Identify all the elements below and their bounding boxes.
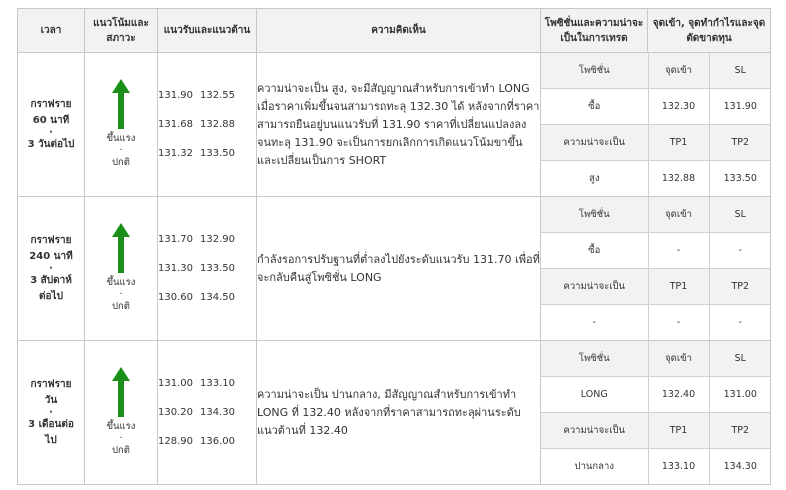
opinion-text: ความน่าจะเป็น ปานกลาง, มีสัญญาณสำหรับการเข้าทำ LONG ที่ 132.40 หลังจากที่ราคาสามารถทะลุผ่านระดับแนวต้านที่ 132.40 bbox=[257, 387, 521, 437]
grid-row bbox=[541, 305, 771, 341]
grid-cell: - bbox=[648, 305, 709, 341]
grid-cell: 132.88 bbox=[648, 161, 709, 197]
grid-cell: โพซิชั่น bbox=[541, 53, 648, 89]
timeframe-line: กราฟราย bbox=[30, 234, 72, 246]
position-grid-cell bbox=[541, 197, 771, 341]
support-value: 131.00 bbox=[158, 378, 193, 389]
grid-cell: - bbox=[541, 305, 648, 341]
grid-cell: LONG bbox=[541, 377, 648, 413]
grid-row bbox=[541, 377, 771, 413]
resistance-value: 132.88 bbox=[200, 119, 235, 130]
support-value: 130.60 bbox=[158, 292, 193, 303]
grid-cell: TP2 bbox=[709, 269, 771, 305]
header-trend bbox=[85, 9, 158, 53]
opinion-cell bbox=[257, 197, 541, 341]
grid-cell: TP1 bbox=[648, 269, 709, 305]
resistance-value: 136.00 bbox=[200, 436, 235, 447]
support-value: 131.70 bbox=[158, 234, 193, 245]
timeframe-line: 60 นาที bbox=[32, 114, 70, 126]
timeframe-line: 3 เดือนต่อ bbox=[28, 418, 74, 430]
separator-dot: · bbox=[119, 432, 123, 444]
grid-cell: จุดเข้า bbox=[648, 53, 709, 89]
levels-cell bbox=[158, 341, 257, 485]
grid-cell: สูง bbox=[541, 161, 648, 197]
separator-dot: · bbox=[119, 144, 123, 156]
resistance-value: 133.10 bbox=[200, 378, 235, 389]
timeframe-line: 3 วันต่อไป bbox=[27, 138, 75, 150]
separator-dot: · bbox=[49, 126, 53, 138]
grid-row bbox=[541, 161, 771, 197]
grid-cell: 132.40 bbox=[648, 377, 709, 413]
table-row bbox=[18, 341, 771, 485]
grid-row bbox=[541, 269, 771, 305]
resistance-value: 132.55 bbox=[200, 90, 235, 101]
trend-label: ขึ้นแรง bbox=[106, 132, 136, 144]
trend-state: ปกติ bbox=[112, 156, 130, 168]
support-value: 131.32 bbox=[158, 148, 193, 159]
position-grid bbox=[541, 197, 771, 340]
grid-cell: TP1 bbox=[648, 125, 709, 161]
level-pair bbox=[158, 369, 256, 398]
up-arrow-icon bbox=[112, 223, 130, 273]
grid-cell: โพซิชั่น bbox=[541, 197, 648, 233]
support-value: 128.90 bbox=[158, 436, 193, 447]
trend-state: ปกติ bbox=[112, 300, 130, 312]
trend-cell bbox=[85, 341, 158, 485]
grid-row bbox=[541, 341, 771, 377]
header-time bbox=[18, 9, 85, 53]
timeframe-line: 240 นาที bbox=[29, 250, 73, 262]
level-pair bbox=[158, 81, 256, 110]
grid-row bbox=[541, 125, 771, 161]
grid-cell: 133.10 bbox=[648, 449, 709, 485]
level-pair bbox=[158, 254, 256, 283]
table-row bbox=[18, 53, 771, 197]
grid-cell: - bbox=[648, 233, 709, 269]
trend-state: ปกติ bbox=[112, 444, 130, 456]
timeframe-cell bbox=[18, 341, 85, 485]
up-arrow-icon bbox=[112, 79, 130, 129]
grid-cell: SL bbox=[709, 53, 771, 89]
resistance-value: 132.90 bbox=[200, 234, 235, 245]
analysis-table bbox=[17, 8, 771, 485]
support-value: 131.30 bbox=[158, 263, 193, 274]
grid-cell: 134.30 bbox=[723, 461, 757, 472]
grid-cell: SL bbox=[709, 197, 771, 233]
grid-row bbox=[541, 233, 771, 269]
grid-cell: 131.00 bbox=[709, 377, 771, 413]
timeframe-line: กราฟราย bbox=[30, 98, 72, 110]
level-pair bbox=[158, 283, 256, 312]
opinion-cell bbox=[257, 341, 541, 485]
table-row bbox=[18, 197, 771, 341]
timeframe-line: 3 สัปดาห์ bbox=[30, 274, 72, 286]
header-entry bbox=[648, 9, 771, 53]
timeframe-cell bbox=[18, 197, 85, 341]
trend-cell bbox=[85, 53, 158, 197]
timeframe-cell bbox=[18, 53, 85, 197]
timeframe-line: ต่อไป bbox=[39, 290, 63, 302]
grid-cell: ปานกลาง bbox=[541, 449, 648, 485]
separator-dot: · bbox=[119, 288, 123, 300]
grid-cell: ซื้อ bbox=[541, 89, 648, 125]
level-pair bbox=[158, 110, 256, 139]
support-value: 131.68 bbox=[158, 119, 193, 130]
timeframe-line: กราฟราย bbox=[30, 378, 72, 390]
grid-row bbox=[541, 413, 771, 449]
resistance-value: 134.50 bbox=[200, 292, 235, 303]
position-grid bbox=[541, 341, 771, 484]
support-value: 130.20 bbox=[158, 407, 193, 418]
grid-cell: จุดเข้า bbox=[648, 341, 709, 377]
separator-dot: · bbox=[49, 262, 53, 274]
opinion-cell bbox=[257, 53, 541, 197]
levels-cell bbox=[158, 53, 257, 197]
header-position bbox=[541, 9, 648, 53]
grid-row bbox=[541, 89, 771, 125]
level-pair bbox=[158, 398, 256, 427]
header-levels-label: แนวรับและแนวต้าน bbox=[163, 25, 251, 36]
trend-label: ขึ้นแรง bbox=[106, 276, 136, 288]
grid-cell: TP1 bbox=[648, 413, 709, 449]
grid-cell: TP2 bbox=[709, 413, 771, 449]
timeframe-line: วัน bbox=[44, 394, 58, 406]
header-opinion bbox=[257, 9, 541, 53]
level-pair bbox=[158, 427, 256, 456]
trend-label: ขึ้นแรง bbox=[106, 420, 136, 432]
support-value: 131.90 bbox=[158, 90, 193, 101]
grid-cell: 132.30 bbox=[648, 89, 709, 125]
grid-cell: จุดเข้า bbox=[648, 197, 709, 233]
grid-cell: ความน่าจะเป็น bbox=[541, 413, 648, 449]
position-grid-cell bbox=[541, 341, 771, 485]
grid-cell: SL bbox=[709, 341, 771, 377]
trend-cell bbox=[85, 197, 158, 341]
header-levels bbox=[158, 9, 257, 53]
up-arrow-icon bbox=[112, 367, 130, 417]
header-trend-label: แนวโน้มและสภาวะ bbox=[93, 17, 149, 44]
grid-cell: 133.50 bbox=[723, 173, 757, 184]
grid-cell: ซื้อ bbox=[541, 233, 648, 269]
level-pair bbox=[158, 225, 256, 254]
header-time-label: เวลา bbox=[40, 25, 62, 36]
grid-cell: ความน่าจะเป็น bbox=[541, 125, 648, 161]
resistance-value: 134.30 bbox=[200, 407, 235, 418]
grid-row bbox=[541, 53, 771, 89]
resistance-value: 133.50 bbox=[200, 148, 235, 159]
position-grid bbox=[541, 53, 771, 196]
level-pair bbox=[158, 139, 256, 168]
grid-cell: โพซิชั่น bbox=[541, 341, 648, 377]
position-grid-cell bbox=[541, 53, 771, 197]
grid-cell: ความน่าจะเป็น bbox=[541, 269, 648, 305]
header-opinion-label: ความคิดเห็น bbox=[371, 25, 426, 36]
resistance-value: 133.50 bbox=[200, 263, 235, 274]
opinion-text: กำลังรอการปรับฐานที่ต่ำลงไปยังระดับแนวรับ 131.70 เพื่อที่จะกลับคืนสู่โพซิชั่น LONG bbox=[257, 252, 540, 284]
grid-cell: 131.90 bbox=[709, 89, 771, 125]
header-position-label: โพซิชั่นและความน่าจะเป็นในการเทรด bbox=[544, 17, 644, 44]
grid-cell: TP2 bbox=[709, 125, 771, 161]
opinion-text: ความน่าจะเป็น สูง, จะมีสัญญาณสำหรับการเข้าทำ LONG เมื่อราคาเพิ่มขึ้นจนสามารถทะลุ 132.30 ได้ หลังจากที่ราคาสามารถยืนอยู่บนแนวรับที่ 131.90 ราคาที่เปลี่ยนแปลงลงจนทะลุ 131.90 จะเป็นการยกเลิกการเกิดแนวโน้มขาขึ้นและเปลี่ยนเป็นการ SHORT bbox=[257, 81, 540, 167]
separator-dot: · bbox=[49, 406, 53, 418]
grid-row bbox=[541, 197, 771, 233]
header-row bbox=[18, 9, 771, 53]
grid-row bbox=[541, 449, 771, 485]
grid-cell: - bbox=[738, 317, 742, 328]
levels-cell bbox=[158, 197, 257, 341]
timeframe-line: ไป bbox=[45, 434, 57, 446]
grid-cell: - bbox=[709, 233, 771, 269]
header-entry-label: จุดเข้า, จุดทำกำไรและจุดตัดขาดทุน bbox=[652, 17, 766, 44]
